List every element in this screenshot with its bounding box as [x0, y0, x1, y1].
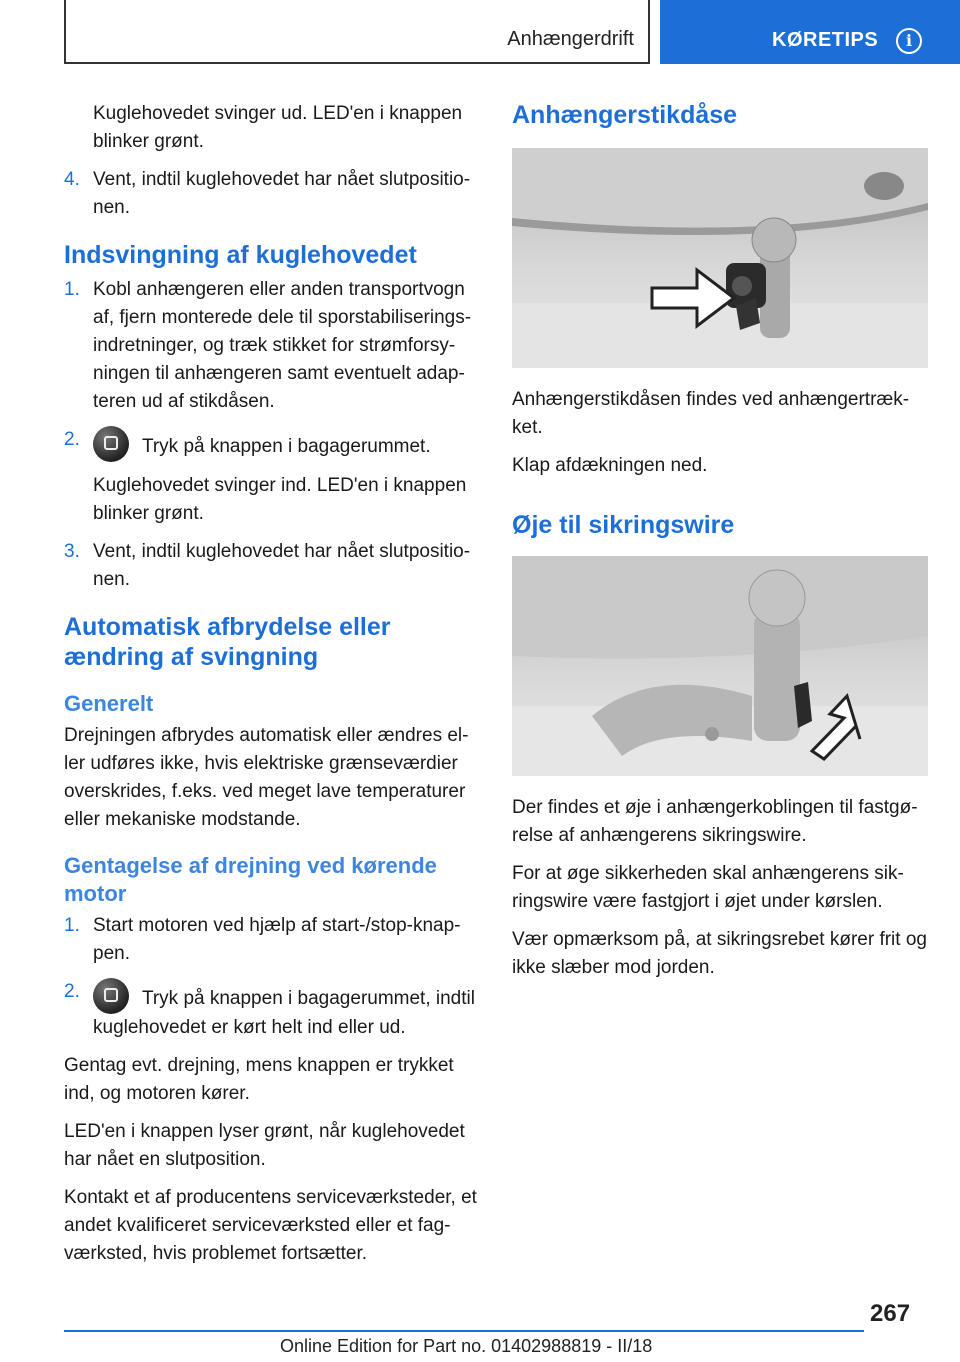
step-number: 1. [64, 915, 80, 936]
step-number: 2. [64, 981, 80, 1002]
tow-hitch-button-icon [93, 978, 129, 1014]
subheading-general: Generelt [64, 691, 154, 716]
trailer-socket-photo [512, 148, 928, 368]
heading-swing-in: Indsvingning af kuglehovedet [64, 241, 417, 269]
step-number: 3. [64, 541, 80, 562]
repeat-paragraph: Gentag evt. drejning, mens knappen er trykket ind, og motoren kører. [64, 1055, 454, 1104]
repeat-paragraph: LED'en i knappen lyser grønt, når kuglehovedet har nået en slutposition. [64, 1121, 465, 1170]
step-text: Vent, indtil kuglehovedet har nået slutpositio‐nen. [93, 169, 471, 218]
step-number: 1. [64, 279, 80, 300]
step-text: Vent, indtil kuglehovedet har nået slutpositio‐nen. [93, 541, 471, 590]
list-item [64, 276, 480, 416]
eye-paragraph: For at øge sikkerheden skal anhængerens sik‐ringswire være fastgjort i øjet under kørslen. [512, 863, 904, 912]
safety-eye-illustration [512, 556, 928, 776]
left-column [64, 100, 480, 1278]
header-section-box [64, 0, 650, 64]
tow-hitch-button-icon [93, 426, 129, 462]
list-item [64, 426, 480, 462]
heading-automatic-interrupt: Automatisk afbrydelse eller ændring af svingning [64, 613, 391, 671]
footer-edition: Online Edition for Part no. 01402988819 - II/18 [280, 1336, 653, 1356]
header-chapter-title: KØRETIPS [772, 29, 879, 51]
step-result-text: Kuglehovedet svinger ind. LED'en i knappen blinker grønt. [93, 475, 467, 524]
header-section-title: Anhængerdrift [507, 28, 634, 50]
trailer-socket-illustration [512, 148, 928, 368]
step-number: 2. [64, 429, 80, 450]
continued-result-text: Kuglehovedet svinger ud. LED'en i knappen blinker grønt. [93, 103, 463, 152]
subheading-repeat: Gentagelse af drejning ved kørende motor [64, 853, 437, 906]
page-number: 267 [870, 1300, 911, 1327]
socket-paragraph: Klap afdækningen ned. [512, 455, 708, 476]
list-item [64, 538, 480, 594]
list-item [64, 912, 480, 968]
eye-paragraph: Vær opmærksom på, at sikringsrebet kører frit og ikke slæber mod jorden. [512, 929, 927, 978]
repeat-paragraph: Kontakt et af producentens serviceværksteder, et andet kvalificeret serviceværksted eller et fag‐værksted, hvis problemet fortsætter. [64, 1187, 477, 1264]
info-icon[interactable]: i [896, 28, 922, 54]
safety-eye-photo [512, 556, 928, 776]
footer-divider [64, 1330, 864, 1332]
heading-safety-eye: Øje til sikringswire [512, 511, 735, 539]
eye-paragraph: Der findes et øje i anhængerkoblingen til fastgø‐relse af anhængerens sikringswire. [512, 797, 918, 846]
general-text: Drejningen afbrydes automatisk eller ændres el‐ler udføres ikke, hvis elektriske grænseværdier overskrides, f.eks. ved meget lave temperaturer eller mekaniske modstande. [64, 725, 469, 830]
socket-paragraph: Anhængerstikdåsen findes ved anhængertræk‐ket. [512, 389, 910, 438]
step-number: 4. [64, 169, 80, 190]
step-text: Kobl anhængeren eller anden transportvogn af, fjern monterede dele til sporstabiliserings‐indretninger, og træk stikket for strømforsy‐ningen til anhængeren samt eventuelt adap‐teren ud af stikdåsen. [93, 279, 472, 412]
list-item [64, 978, 480, 1042]
step-text: Tryk på knappen i bagagerummet, indtil kuglehovedet er kørt helt ind eller ud. [93, 988, 475, 1038]
right-column [512, 100, 928, 992]
header-chapter-tab[interactable] [660, 0, 960, 64]
heading-trailer-socket: Anhængerstikdåse [512, 101, 738, 129]
step-text: Tryk på knappen i bagagerummet. [141, 436, 431, 457]
list-item [64, 166, 480, 222]
step-text: Start motoren ved hjælp af start-/stop-knap‐pen. [93, 915, 461, 964]
